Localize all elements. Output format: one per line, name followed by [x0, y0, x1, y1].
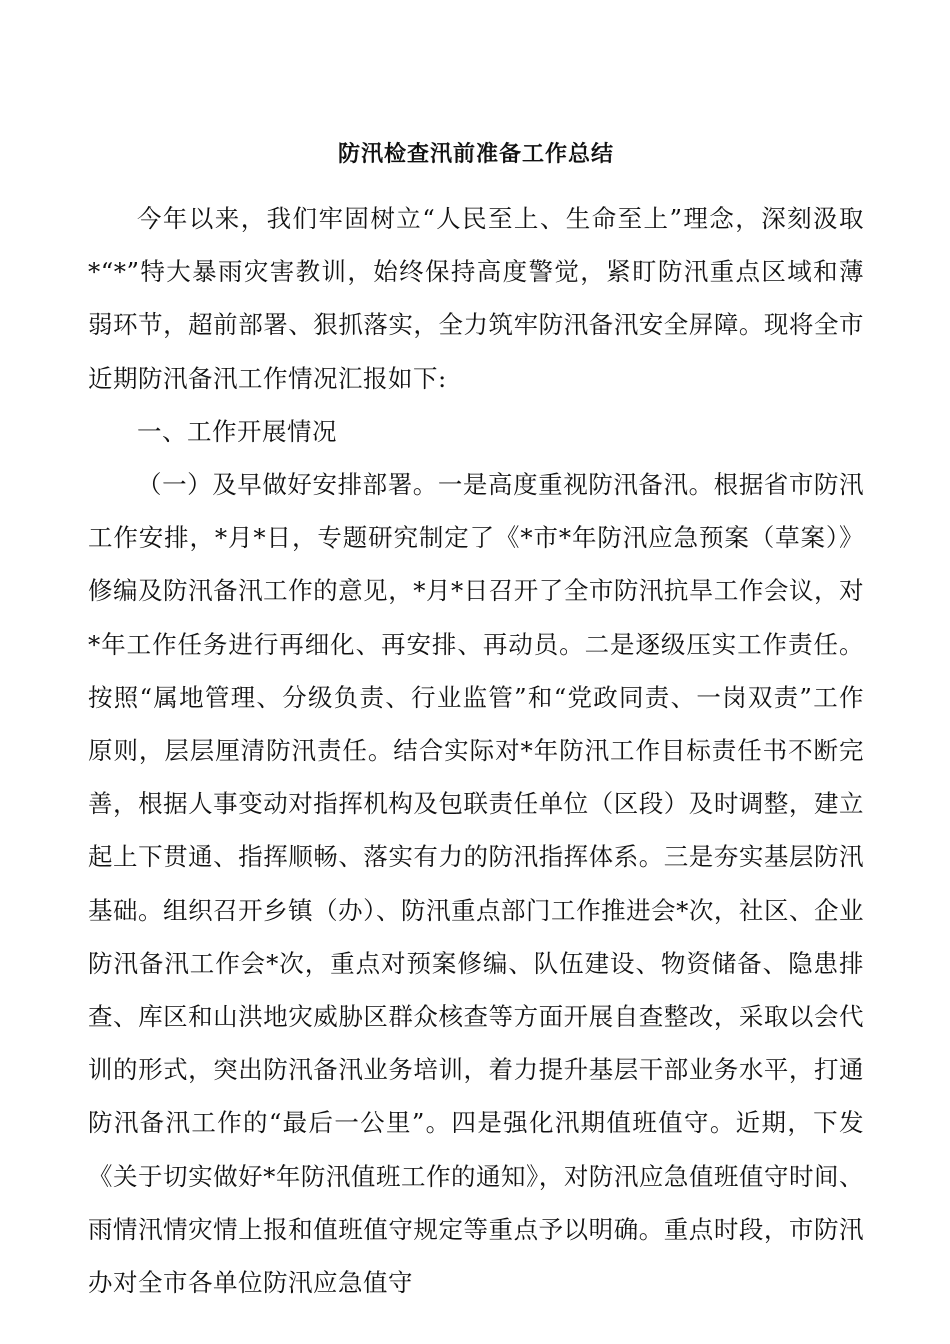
document-body [88, 192, 864, 1309]
section-paragraph: （一）及早做好安排部署。一是高度重视防汛备汛。根据省市防汛工作安排，*月*日，专题研究制定了《*市*年防汛应急预案（草案）》修编及防汛备汛工作的意见，*月*日召开了全市防汛抗旱工作会议，对*年工作任务进行再细化、再安排、再动员。二是逐级压实工作责任。按照“属地管理、分级负责、行业监管”和“党政同责、一岗双责”工作原则，层层厘清防汛责任。结合实际对*年防汛工作目标责任书不断完善，根据人事变动对指挥机构及包联责任单位（区段）及时调整，建立起上下贯通、指挥顺畅、落实有力的防汛指挥体系。三是夯实基层防汛基础。组织召开乡镇（办）、防汛重点部门工作推进会*次，社区、企业防汛备汛工作会*次，重点对预案修编、队伍建设、物资储备、隐患排查、库区和山洪地灾威胁区群众核查等方面开展自查整改，采取以会代训的形式，突出防汛备汛业务培训，着力提升基层干部业务水平，打通防汛备汛工作的“最后一公里”。四是强化汛期值班值守。近期，下发《关于切实做好*年防汛值班工作的通知》，对防汛应急值班值守时间、雨情汛情灾情上报和值班值守规定等重点予以明确。重点时段，市防汛办对全市各单位防汛应急值守 [88, 470, 864, 1298]
section-heading: 一、工作开展情况 [137, 416, 337, 446]
document-title: 防汛检查汛前准备工作总结 [337, 142, 614, 167]
document-page [88, 0, 864, 1344]
intro-paragraph: 今年以来，我们牢固树立“人民至上、生命至上”理念，深刻汲取*“*”特大暴雨灾害教训，始终保持高度警觉，紧盯防汛重点区域和薄弱环节，超前部署、狠抓落实，全力筑牢防汛备汛安全屏障。现将全市近期防汛备汛工作情况汇报如下: [88, 204, 864, 393]
